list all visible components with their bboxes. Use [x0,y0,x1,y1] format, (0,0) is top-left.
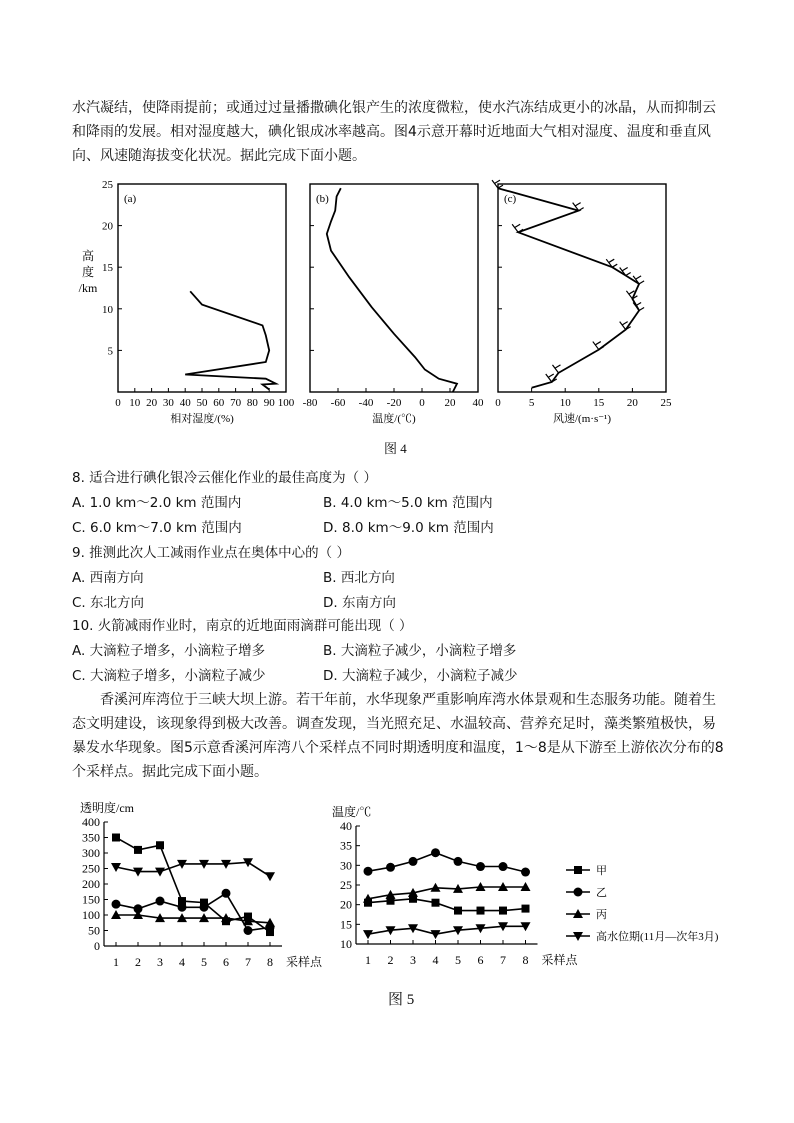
intro-paragraph: 水汽凝结，使降雨提前；或通过过量播撒碘化银产生的浓度微粒，使水汽冻结成更小的冰晶，从而抑制云和降雨的发展。相对湿度越大，碘化银成冰率越高。图4示意开幕时近地面大气相对湿度、温度和垂直风向、风速随海拔变化状况。据此完成下面小题。 [72,100,716,164]
data-point-circle [521,868,530,877]
data-line [327,188,457,392]
y-tick-label: 10 [102,303,113,316]
data-point-square [574,866,582,874]
q9-stem: 9. 推测此次人工减雨作业点在奥体中心的（ ） [72,545,350,561]
y-tick-label: 20 [102,220,113,233]
x-tick-label: 10 [129,397,141,409]
data-point-square [112,834,120,842]
legend-label: 甲 [596,865,607,877]
y-axis-label-char: 度 [81,265,95,279]
data-point-circle [499,862,508,871]
x-tick-label: 2 [387,953,394,967]
data-point-square [454,907,462,915]
q8-option-a[interactable]: A. 1.0 km～2.0 km 范围内 [72,495,242,511]
data-point-circle [409,857,418,866]
figure-5 [0,796,794,986]
y-axis-label-char: 高 [81,249,95,263]
legend-label: 乙 [596,887,607,899]
x-tick-label: 7 [500,953,506,967]
data-point-circle [454,857,463,866]
data-point-circle [431,848,440,857]
x-tick-label: 20 [146,397,158,409]
y-tick-label: 35 [340,838,352,853]
x-tick-label: 25 [660,397,672,409]
x-tick-label: 20 [444,397,456,409]
figure-4-caption: 图 4 [384,441,407,456]
data-point-square [432,899,440,907]
q8-option-c[interactable]: C. 6.0 km～7.0 km 范围内 [72,520,242,536]
q10-option-a[interactable]: A. 大滴粒子增多，小滴粒子增多 [72,643,266,659]
y-tick-label: 15 [340,917,352,932]
y-tick-label: 40 [340,819,352,833]
q10-option-d[interactable]: D. 大滴粒子减少，小滴粒子减少 [323,668,518,684]
panel-frame [310,184,478,392]
figure-5-caption: 图 5 [388,992,415,1008]
q8-option-b[interactable]: B. 4.0 km～5.0 km 范围内 [323,495,493,511]
data-point-circle [222,889,231,898]
x-tick-label: -20 [386,397,402,409]
x-tick-label: 4 [432,953,439,967]
x-tick-label: 6 [223,955,229,969]
y-axis-label: 透明度/cm [80,801,134,815]
x-tick-label: 30 [162,397,174,409]
y-tick-label: 20 [340,897,352,912]
panel-label: (a) [124,193,137,205]
data-point-circle [386,863,395,872]
q10-option-c[interactable]: C. 大滴粒子增多，小滴粒子减少 [72,668,266,684]
panel-label: (c) [504,193,517,205]
x-tick-label: 90 [263,397,275,409]
q9-option-c[interactable]: C. 东北方向 [72,595,145,611]
x-tick-label: 50 [196,397,208,409]
x-tick-label: 1 [113,955,119,969]
x-tick-label: -40 [358,397,374,409]
y-axis-label-char: /km [78,281,98,295]
q9-option-d[interactable]: D. 东南方向 [323,595,396,611]
q8-stem: 8. 适合进行碘化银冷云催化作业的最佳高度为（ ） [72,470,377,486]
data-point-circle [476,862,485,871]
y-tick-label: 50 [88,923,100,938]
x-tick-label: 7 [245,955,251,969]
x-axis-label: 采样点 [541,953,578,967]
fig4-panel-1 [102,179,295,425]
wind-barb [633,276,644,284]
x-tick-label: 40 [179,397,191,409]
y-tick-label: 250 [82,861,100,876]
x-tick-label: 60 [213,397,225,409]
data-point-square [499,907,507,915]
y-tick-label: 10 [340,937,352,951]
x-axis-label: 相对湿度/(%) [170,413,234,425]
data-point-circle [112,900,121,909]
x-tick-label: 15 [593,397,605,409]
x-tick-label: 2 [135,955,141,969]
wind-barb [593,342,604,350]
data-point-circle [156,897,165,906]
y-tick-label: 15 [102,262,113,275]
panel-frame [118,184,286,392]
x-tick-label: 40 [472,397,484,409]
x-tick-label: 70 [230,397,242,409]
legend-label: 高水位期(11月—次年3月) [596,931,719,943]
y-tick-label: 300 [82,846,100,860]
data-line [498,188,639,388]
reading-paragraph-2: 香溪河库湾位于三峡大坝上游。若干年前，水华现象严重影响库湾水体景观和生态服务功能。随着生态文明建设，该现象得到极大改善。调查发现，当光照充足、水温较高、营养充足时，藻类繁殖极快，易暴发水华现象。图5示意香溪河库湾八个采样点不同时期透明度和温度，1～8是从下游至上游依次分布的8个采样点。据此完成下面小题。 [72,692,724,780]
data-line [185,291,276,389]
x-tick-label: 0 [495,397,501,409]
data-point-square [134,846,142,854]
x-axis-label: 风速/(m·s⁻¹) [553,413,611,425]
x-tick-label: 5 [455,953,461,967]
x-tick-label: 5 [201,955,207,969]
x-tick-label: -80 [302,397,318,409]
x-axis-label: 温度/(℃) [372,413,416,425]
q10-option-b[interactable]: B. 大滴粒子减少，小滴粒子增多 [323,643,517,659]
data-point-circle [244,926,253,935]
data-point-circle [200,903,209,912]
y-tick-label: 150 [82,892,100,907]
x-tick-label: 8 [522,953,529,967]
x-tick-label: 1 [365,953,371,967]
x-tick-label: 80 [246,397,258,409]
x-axis-label: 采样点 [286,955,323,969]
figure-4 [0,176,794,436]
panel-frame [498,184,666,392]
y-tick-label: 25 [102,179,113,191]
x-tick-label: 8 [267,955,273,969]
x-tick-label: 5 [528,397,535,409]
data-point-square [522,905,530,913]
data-point-circle [574,888,583,897]
y-tick-label: 30 [340,858,352,873]
fig4-panel-3 [492,180,672,425]
q8-option-d[interactable]: D. 8.0 km～9.0 km 范围内 [323,520,494,536]
x-tick-label: -60 [330,397,346,409]
y-tick-label: 200 [82,877,100,891]
data-point-triangle-down [363,930,373,939]
data-point-triangle-down [431,930,441,939]
panel-label: (b) [316,193,329,205]
x-tick-label: 3 [157,955,163,969]
data-point-triangle-down [265,872,275,881]
q9-option-b[interactable]: B. 西北方向 [323,570,395,586]
y-tick-label: 0 [94,939,100,953]
x-tick-label: 6 [477,953,484,967]
data-point-circle [364,867,373,876]
y-tick-label: 350 [82,830,100,845]
wind-barb [620,268,631,276]
y-axis-label: 温度/℃ [332,805,372,819]
data-point-circle [178,903,187,912]
x-tick-label: 3 [410,953,416,967]
y-tick-label: 25 [340,878,352,892]
data-point-square [156,841,164,849]
y-tick-label: 100 [82,908,100,922]
x-tick-label: 20 [626,397,638,409]
x-tick-label: 0 [115,397,121,409]
q9-option-a[interactable]: A. 西南方向 [72,570,144,586]
fig4-panel-2 [303,184,484,425]
x-tick-label: 100 [277,397,295,409]
data-point-square [477,907,485,915]
x-tick-label: 0 [419,397,425,409]
y-tick-label: 400 [82,815,100,829]
q10-stem: 10. 火箭减雨作业时，南京的近地面雨滴群可能出现（ ） [72,618,413,634]
y-tick-label: 5 [107,345,113,358]
x-tick-label: 10 [559,397,571,409]
x-tick-label: 4 [179,955,185,969]
legend-label: 丙 [596,909,607,921]
